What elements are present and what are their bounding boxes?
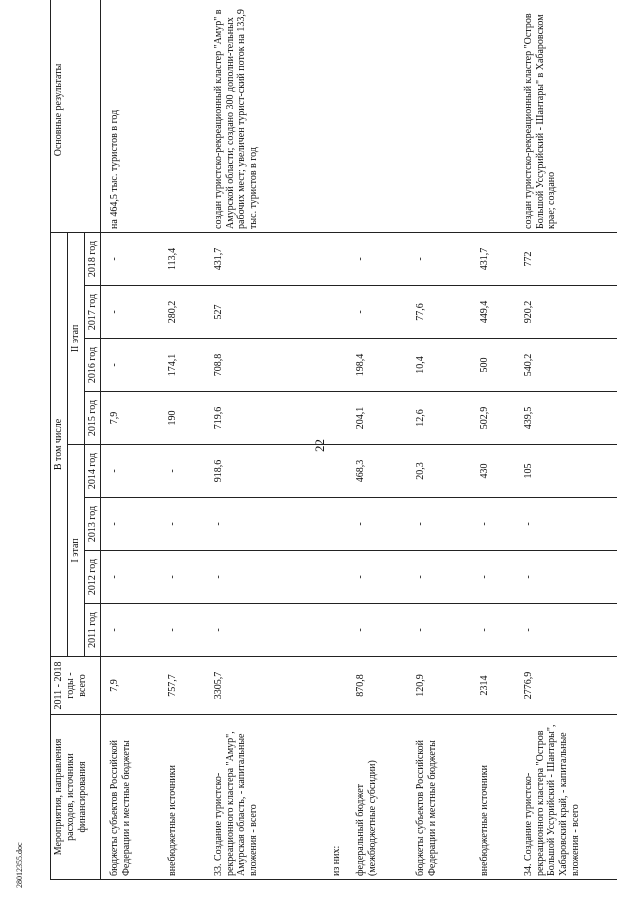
header-year: 2014 год <box>84 445 101 498</box>
row-result <box>477 0 521 232</box>
row-label: бюджеты субъектов Российской Федерации и местные бюджеты <box>101 715 165 880</box>
row-value: - <box>477 604 521 657</box>
row-value: 500 <box>477 339 521 392</box>
row-value: 204,1 <box>353 392 413 445</box>
row-label: внебюджетные источники <box>165 715 211 880</box>
row-label: федеральный бюджет (межбюджетные субсидии) <box>353 715 413 880</box>
row-value: 527 <box>211 286 329 339</box>
table-row <box>521 0 617 880</box>
row-value: - <box>477 498 521 551</box>
header-stage-1: I этап <box>67 445 84 657</box>
row-result <box>353 0 413 232</box>
row-value <box>329 392 353 445</box>
header-results: Основные результаты <box>51 0 101 232</box>
row-value: 2776,9 <box>521 657 617 715</box>
header-in-total: В том числе <box>51 232 68 656</box>
row-value: 431,7 <box>477 232 521 285</box>
header-total: 2011 - 2018 годы - всего <box>51 657 101 715</box>
table-header <box>51 0 101 880</box>
row-value: - <box>101 286 165 339</box>
row-value: 431,7 <box>211 232 329 285</box>
row-value: 772 <box>521 232 617 285</box>
row-value: - <box>521 498 617 551</box>
table-row <box>477 0 521 880</box>
row-value: 719,6 <box>211 392 329 445</box>
row-value: 468,3 <box>353 445 413 498</box>
header-year: 2015 год <box>84 392 101 445</box>
row-value: - <box>353 498 413 551</box>
row-result: создан туристско-рекреационный кластер "Остров Большой Уссурийский - Шантары" в Хабаровском крае; создано <box>521 0 617 232</box>
row-value: - <box>211 551 329 604</box>
table-row <box>211 0 329 880</box>
row-value: 12,6 <box>413 392 477 445</box>
row-value: 757,7 <box>165 657 211 715</box>
table-body <box>101 0 617 880</box>
row-value: 918,6 <box>211 445 329 498</box>
header-year: 2011 год <box>84 604 101 657</box>
row-value: - <box>101 551 165 604</box>
budget-table <box>50 0 617 880</box>
row-value: 7,9 <box>101 657 165 715</box>
row-value: 430 <box>477 445 521 498</box>
row-value: 540,2 <box>521 339 617 392</box>
header-event: Мероприятия, направления расходов, источники финансирования <box>51 715 101 880</box>
row-value: 120,9 <box>413 657 477 715</box>
row-label: 34. Создание туристско-рекреационного кластера "Остров Большой Уссурийский - Шантары", Хабаровский край, - капитальные вложения - всего <box>521 715 617 880</box>
row-label: из них: <box>329 715 353 880</box>
row-value: 449,4 <box>477 286 521 339</box>
table-row <box>353 0 413 880</box>
row-label: бюджеты субъектов Российской Федерации и местные бюджеты <box>413 715 477 880</box>
row-value: 10,4 <box>413 339 477 392</box>
row-value: 113,4 <box>165 232 211 285</box>
row-value: 920,2 <box>521 286 617 339</box>
row-value: 439,5 <box>521 392 617 445</box>
row-value <box>329 445 353 498</box>
row-value: - <box>211 604 329 657</box>
row-value: 870,8 <box>353 657 413 715</box>
row-value <box>329 657 353 715</box>
header-stage-2: II этап <box>67 232 84 444</box>
row-value: - <box>413 498 477 551</box>
row-value: - <box>165 498 211 551</box>
header-year: 2018 год <box>84 232 101 285</box>
row-value <box>329 232 353 285</box>
row-value: - <box>353 286 413 339</box>
row-value: - <box>353 232 413 285</box>
table-row <box>101 0 165 880</box>
row-value: 20,3 <box>413 445 477 498</box>
table-row <box>165 0 211 880</box>
row-result: создан туристско-рекреационный кластер "Амур" в Амурской области; создано 300 дополни-тельных рабочих мест; увеличен турист-ский поток на 133,9 тыс. туристов в год <box>211 0 329 232</box>
row-value: - <box>101 498 165 551</box>
footer-filename: 28012355.doc <box>15 842 24 888</box>
row-value: 190 <box>165 392 211 445</box>
row-value: 198,4 <box>353 339 413 392</box>
row-value: - <box>165 551 211 604</box>
row-value <box>329 498 353 551</box>
row-label: 33. Создание туристско-рекреационного кластера "Амур", Амурская область, - капитальные вложения - всего <box>211 715 329 880</box>
header-year: 2013 год <box>84 498 101 551</box>
row-value: - <box>101 339 165 392</box>
row-value: - <box>413 232 477 285</box>
row-result: на 464,5 тыс. туристов в год <box>101 0 165 232</box>
row-value: - <box>413 604 477 657</box>
row-value: - <box>413 551 477 604</box>
row-value: 2314 <box>477 657 521 715</box>
page-number: 22 <box>312 439 327 452</box>
row-value: - <box>353 604 413 657</box>
row-value: - <box>101 232 165 285</box>
header-year: 2012 год <box>84 551 101 604</box>
row-value: - <box>477 551 521 604</box>
row-value: 7,9 <box>101 392 165 445</box>
row-value <box>329 604 353 657</box>
row-value: - <box>521 604 617 657</box>
table-row <box>413 0 477 880</box>
row-value: 3305,7 <box>211 657 329 715</box>
row-value <box>329 551 353 604</box>
row-value: - <box>211 498 329 551</box>
row-result <box>413 0 477 232</box>
header-year: 2016 год <box>84 339 101 392</box>
row-value: 280,2 <box>165 286 211 339</box>
row-value <box>329 339 353 392</box>
row-label: внебюджетные источники <box>477 715 521 880</box>
table-row <box>329 0 353 880</box>
rotated-table-container <box>50 9 595 880</box>
row-value: 708,8 <box>211 339 329 392</box>
row-value <box>329 286 353 339</box>
row-value: - <box>165 445 211 498</box>
row-result <box>165 0 211 232</box>
row-value: - <box>101 445 165 498</box>
row-result <box>329 0 353 232</box>
row-value: 174,1 <box>165 339 211 392</box>
row-value: - <box>165 604 211 657</box>
row-value: 502,9 <box>477 392 521 445</box>
header-year: 2017 год <box>84 286 101 339</box>
row-value: - <box>353 551 413 604</box>
row-value: 77,6 <box>413 286 477 339</box>
row-value: 105 <box>521 445 617 498</box>
row-value: - <box>521 551 617 604</box>
row-value: - <box>101 604 165 657</box>
